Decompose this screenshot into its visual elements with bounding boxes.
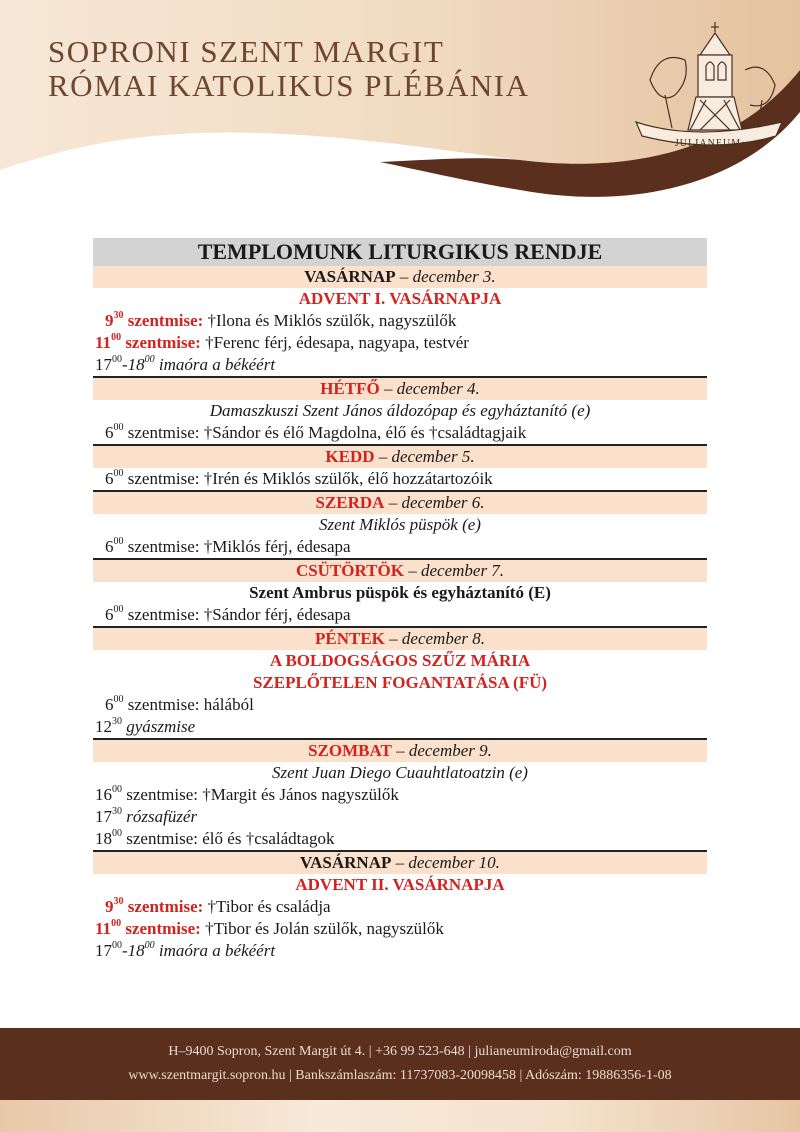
- parish-title-line2: RÓMAI KATOLIKUS PLÉBÁNIA: [48, 68, 530, 103]
- day-name: SZOMBAT: [308, 741, 392, 760]
- schedule-heading: TEMPLOMUNK LITURGIKUS RENDJE: [93, 238, 707, 266]
- day-date: – december 5.: [378, 447, 475, 466]
- day-header: [93, 738, 707, 762]
- mass-entry: $11^{00}$ szentmise: †Tibor és Jolán szülők, nagyszülők: [95, 918, 444, 938]
- day-name: VASÁRNAP: [304, 267, 396, 286]
- day-name: PÉNTEK: [315, 629, 385, 648]
- day-header: [93, 444, 707, 468]
- page-footer: [0, 1028, 800, 1100]
- feast-title-line1: A BOLDOGSÁGOS SZŰZ MÁRIA: [269, 651, 531, 670]
- day-header: [93, 558, 707, 582]
- mass-entry: $9^{30}$ szentmise: †Ilona és Miklós szülők, nagyszülők: [105, 310, 457, 330]
- day-header: [93, 626, 707, 650]
- parish-title-line1: SOPRONI SZENT MARGIT: [48, 34, 445, 69]
- prayer-entry: $17^{00}-18^{00}$ imaóra a békéért: [95, 354, 276, 374]
- memorial-title: Szent Miklós püspök (e): [319, 515, 481, 534]
- day-name: VASÁRNAP: [300, 853, 392, 872]
- mass-entry: $6^{00}$ szentmise: hálából: [105, 694, 254, 714]
- day-date: – december 8.: [389, 629, 485, 648]
- day-header: [93, 266, 707, 288]
- bottom-decor-strip: [0, 1100, 800, 1132]
- day-header: [93, 376, 707, 400]
- mass-entry: $6^{00}$ szentmise: †Sándor és élő Magdolna, élő és †családtagjaik: [105, 422, 527, 442]
- mass-entry: $18^{00}$ szentmise: élő és †családtagok: [95, 828, 335, 848]
- day-name: CSÜTÖRTÖK: [295, 561, 404, 580]
- mass-entry: $12^{30}$ gyászmise: [95, 716, 196, 736]
- mass-entry: $6^{00}$ szentmise: †Irén és Miklós szülők, élő hozzátartozóik: [105, 468, 493, 488]
- mass-entry: $11^{00}$ szentmise: †Ferenc férj, édesapa, nagyapa, testvér: [95, 332, 469, 352]
- day-date: – december 9.: [396, 741, 492, 760]
- day-date: – december 6.: [388, 493, 485, 512]
- memorial-title: Damaszkuszi Szent János áldozópap és egyháztanító (e): [209, 401, 591, 420]
- memorial-title: Szent Juan Diego Cuauhtlatoatzin (e): [272, 763, 528, 782]
- feast-title-line2: SZEPLŐTELEN FOGANTATÁSA (FÜ): [252, 673, 548, 692]
- day-date: – december 3.: [399, 267, 496, 286]
- header-background: [0, 0, 800, 215]
- mass-entry: $16^{00}$ szentmise: †Margit és János nagyszülők: [95, 784, 399, 804]
- day-name: HÉTFŐ: [320, 379, 380, 398]
- mass-entry: $6^{00}$ szentmise: †Sándor férj, édesapa: [105, 604, 351, 624]
- day-name: SZERDA: [315, 493, 385, 512]
- footer-bank-info: www.szentmargit.sopron.hu | Bankszámlaszám: 11737083-20098458 | Adószám: 19886356-1-08: [128, 1068, 672, 1083]
- day-date: – december 10.: [395, 853, 500, 872]
- day-date: – december 7.: [408, 561, 505, 580]
- mass-entry: $9^{30}$ szentmise: †Tibor és családja: [105, 896, 331, 916]
- page-header: [0, 0, 800, 215]
- memorial-title: Szent Ambrus püspök és egyháztanító (E): [249, 583, 551, 602]
- liturgy-schedule: [93, 238, 707, 962]
- day-header: [93, 490, 707, 514]
- mass-entry: $6^{00}$ szentmise: †Miklós férj, édesapa: [105, 536, 351, 556]
- feast-title: ADVENT I. VASÁRNAPJA: [298, 289, 502, 308]
- feast-title: ADVENT II. VASÁRNAPJA: [295, 875, 505, 894]
- day-date: – december 4.: [383, 379, 480, 398]
- rosary-entry: $17^{30}$ rózsafüzér: [95, 806, 198, 826]
- footer-contact: H–9400 Sopron, Szent Margit út 4. | +36 99 523-648 | julianeumiroda@gmail.com: [168, 1044, 632, 1059]
- day-header: [93, 850, 707, 874]
- prayer-entry: $17^{00}-18^{00}$ imaóra a békéért: [95, 940, 276, 960]
- day-name: KEDD: [325, 447, 375, 466]
- logo-text: ·JULIANEUM·: [670, 138, 746, 149]
